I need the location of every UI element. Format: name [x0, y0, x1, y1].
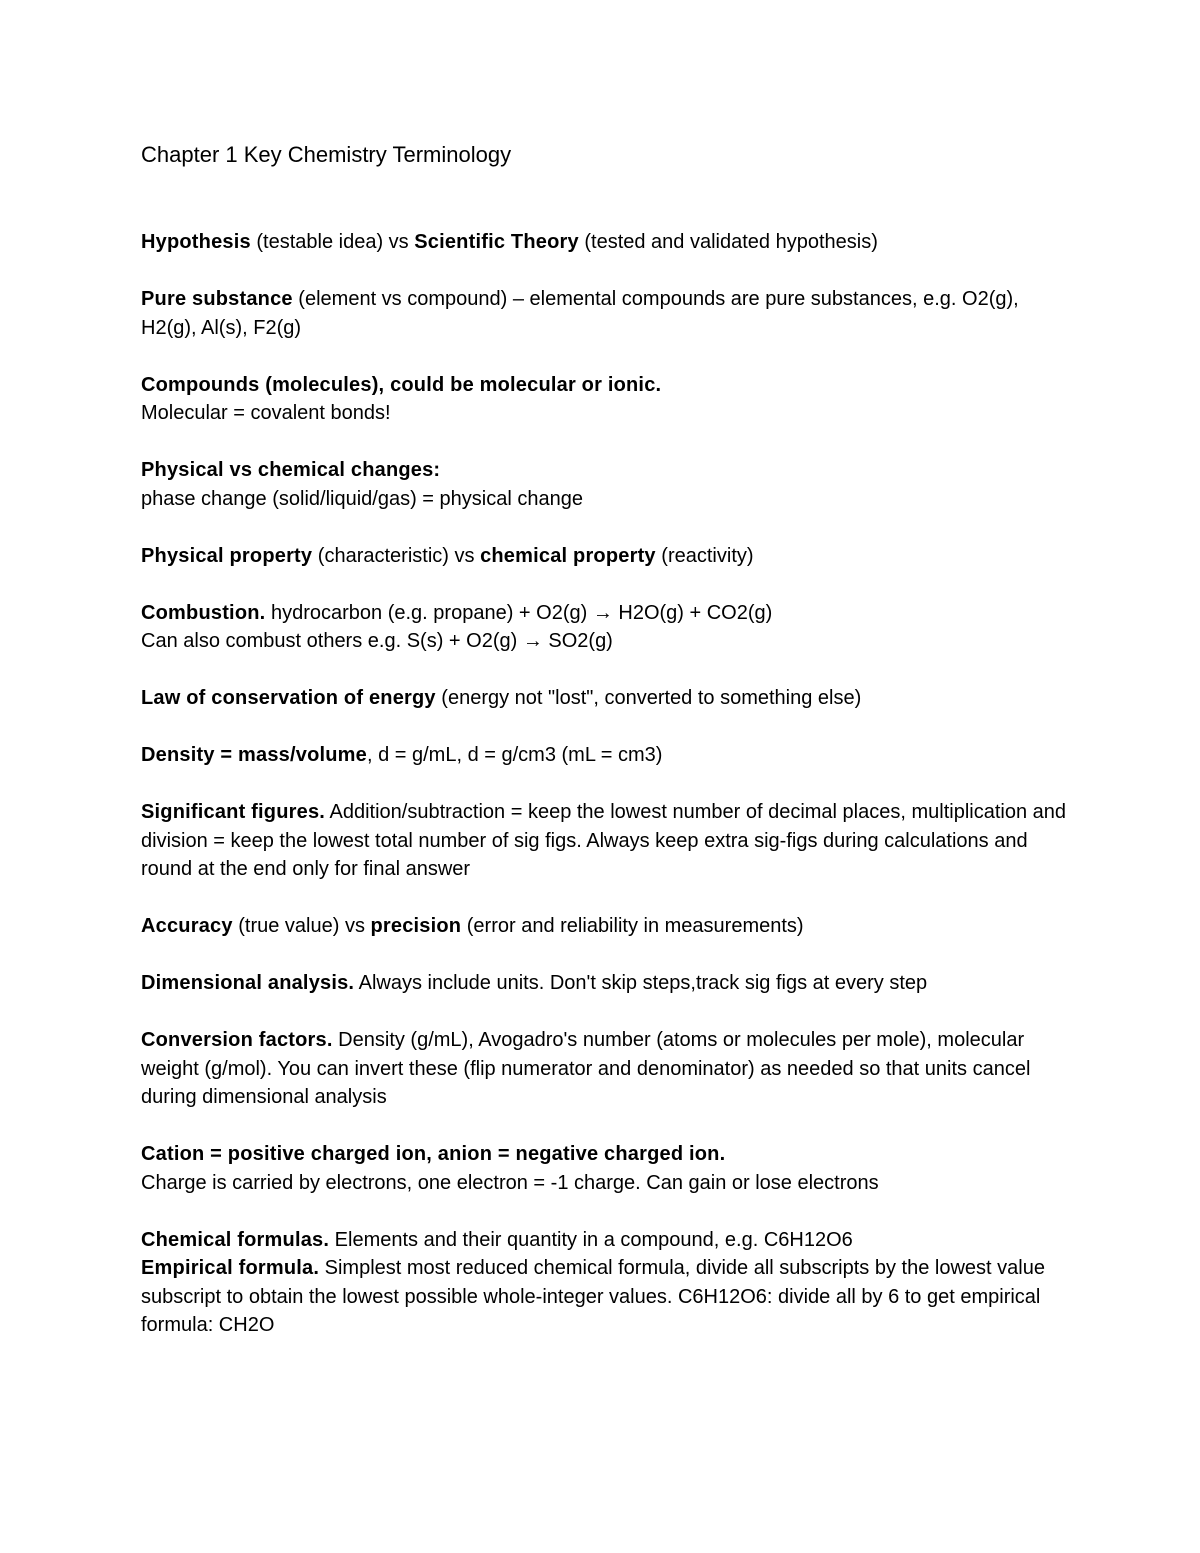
entry-combustion [141, 599, 1071, 656]
text-combustion-2: Can also combust others e.g. S(s) + O2(g) → SO2(g) [141, 630, 613, 652]
term-dimensional-analysis: Dimensional analysis. [141, 972, 355, 994]
entry-pure-substance [141, 285, 1071, 342]
entry-chemical-formulas [141, 1226, 1071, 1255]
text-significant-figures: Addition/subtraction = keep the lowest number of decimal places, multiplication and division = keep the lowest total number of sig figs. Always keep extra sig-figs during calculations and round at the end only for final answer [141, 801, 1067, 880]
text-hypothesis-1: (testable idea) vs [250, 231, 415, 253]
document-page [141, 140, 1071, 1368]
term-precision: precision [370, 915, 462, 937]
term-conservation-energy: Law of conservation of energy [141, 687, 436, 709]
text-conservation-energy: (energy not "lost", converted to something else) [435, 687, 862, 709]
entry-hypothesis [141, 228, 1071, 257]
entry-accuracy [141, 912, 1071, 941]
text-dimensional-analysis: Always include units. Don't skip steps,track sig figs at every step [354, 972, 928, 994]
text-hypothesis-2: (tested and validated hypothesis) [578, 231, 878, 253]
entry-conservation-energy [141, 684, 1071, 713]
entry-conversion-factors [141, 1026, 1071, 1112]
text-chemical-formulas: Elements and their quantity in a compound, e.g. C6H12O6 [329, 1228, 853, 1251]
entry-physical-chemical-changes [141, 456, 1071, 513]
document-title: Chapter 1 Key Chemistry Terminology [141, 142, 512, 167]
term-chemical-formulas: Chemical formulas. [141, 1228, 330, 1251]
entry-physical-property [141, 542, 1071, 571]
term-physical-chemical-changes: Physical vs chemical changes: [141, 459, 441, 481]
term-empirical-formula: Empirical formula. [141, 1257, 320, 1279]
term-physical-property: Physical property [141, 544, 313, 567]
text-empirical-formula: Simplest most reduced chemical formula, divide all subscripts by the lowest value subscript to obtain the lowest possible whole-integer values. C6H12O6: divide all by 6 to get empirical formula: CH2O [141, 1257, 1045, 1336]
text-density: , d = g/mL, d = g/cm3 (mL = cm3) [366, 744, 663, 766]
term-conversion-factors: Conversion factors. [141, 1029, 333, 1051]
term-accuracy: Accuracy [141, 915, 233, 937]
term-hypothesis: Hypothesis [141, 231, 251, 253]
term-combustion: Combustion. [141, 601, 266, 624]
text-pure-substance: (element vs compound) – elemental compounds are pure substances, e.g. O2(g), H2(g), Al(s), F2(g) [141, 288, 1019, 339]
entry-ions [141, 1140, 1071, 1197]
term-chemical-property: chemical property [480, 544, 656, 567]
term-density: Density = mass/volume [141, 744, 367, 766]
text-compounds: Molecular = covalent bonds! [141, 402, 391, 424]
text-combustion: hydrocarbon (e.g. propane) + O2(g) → H2O(g) + CO2(g) [265, 601, 773, 624]
term-compounds: Compounds (molecules), could be molecular or ionic. [141, 373, 662, 396]
text-ions: Charge is carried by electrons, one electron = -1 charge. Can gain or lose electrons [141, 1171, 879, 1194]
entry-dimensional-analysis [141, 969, 1071, 998]
term-significant-figures: Significant figures. [141, 801, 326, 823]
entry-significant-figures [141, 798, 1071, 884]
entry-compounds [141, 371, 1071, 428]
term-ions: Cation = positive charged ion, anion = negative charged ion. [141, 1143, 726, 1165]
text-accuracy-2: (error and reliability in measurements) [461, 915, 804, 937]
text-physical-property-1: (characteristic) vs [312, 544, 481, 567]
text-conversion-factors: Density (g/mL), Avogadro's number (atoms or molecules per mole), molecular weight (g/mol). You can invert these (flip numerator and denominator) as needed so that units cancel during dimensional analysis [141, 1029, 1031, 1108]
term-scientific-theory: Scientific Theory [414, 231, 579, 253]
text-accuracy-1: (true value) vs [232, 915, 371, 937]
text-physical-property-2: (reactivity) [655, 544, 754, 567]
entry-empirical-formula [141, 1254, 1071, 1340]
term-pure-substance: Pure substance [141, 288, 293, 310]
text-physical-chemical-changes: phase change (solid/liquid/gas) = physical change [141, 487, 583, 510]
entry-density [141, 741, 1071, 770]
